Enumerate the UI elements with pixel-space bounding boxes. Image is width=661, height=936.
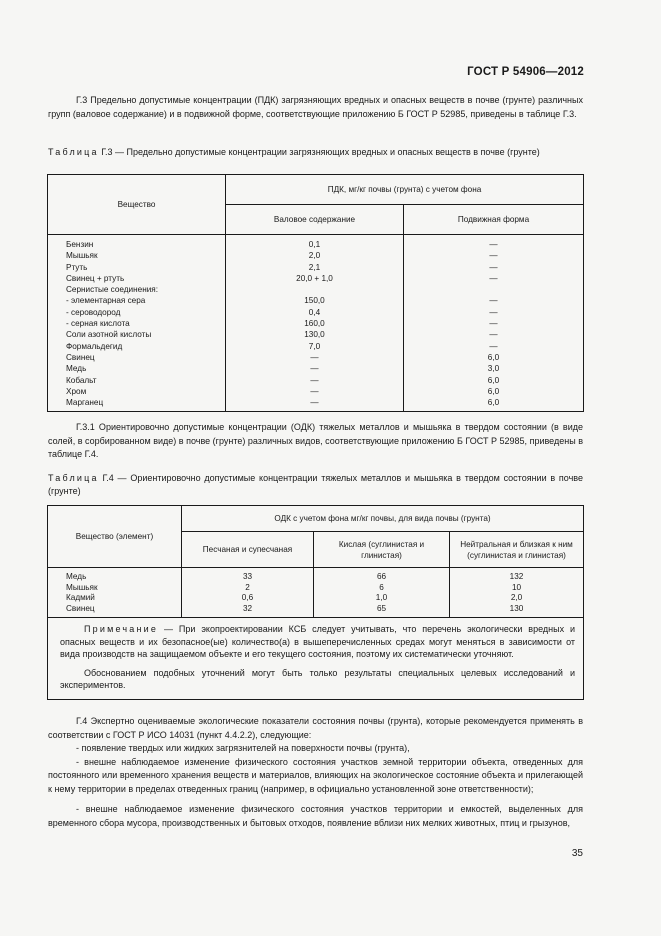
table-cell: — (226, 352, 404, 363)
table-g3-row (48, 262, 584, 273)
table-cell: 6,0 (404, 397, 584, 412)
table-cell: 132 (450, 568, 584, 583)
table-cell: — (404, 329, 584, 340)
table-g4-caption-word: Таблица (48, 473, 99, 483)
table-cell: — (404, 250, 584, 261)
table-g4-row (48, 593, 584, 604)
table-g3-header-mobile: Подвижная форма (404, 205, 584, 235)
table-g3-header-gross: Валовое содержание (226, 205, 404, 235)
paragraph-g3-intro: Г.3 Предельно допустимые концентрации (ПДК) загрязняющих вредных и опасных веществ в почве (грунте) различных групп (валовое содержание) и в подвижной форме, соответствующие приложению Б ГОСТ Р 52985, приведены в таблице Г.3. (48, 95, 583, 119)
table-cell: Свинец (48, 352, 226, 363)
table-cell: 20,0 + 1,0 (226, 273, 404, 284)
table-g4-note (48, 618, 584, 700)
table-cell: Бензин (48, 235, 226, 251)
table-g3-row (48, 273, 584, 284)
table-cell: 2 (182, 583, 314, 594)
table-g4-header-sandy: Песчаная и супесчаная (182, 532, 314, 568)
table-g3-row (48, 295, 584, 306)
table-cell: — (404, 318, 584, 329)
table-cell: 3,0 (404, 363, 584, 374)
table-g3-row (48, 386, 584, 397)
table-g4-header-substance: Вещество (элемент) (48, 506, 182, 568)
table-cell: Формальдегид (48, 341, 226, 352)
table-cell: Свинец + ртуть (48, 273, 226, 284)
table-cell: Свинец (48, 604, 182, 618)
table-g4-header-neutral: Нейтральная и близкая к ним (суглинистая и глинистая) (450, 532, 584, 568)
table-cell: Хром (48, 386, 226, 397)
table-cell: Мышьяк (48, 583, 182, 594)
table-cell: - серная кислота (48, 318, 226, 329)
table-cell: - сероводород (48, 307, 226, 318)
table-cell: 0,1 (226, 235, 404, 251)
list-item-2: - внешне наблюдаемое изменение физического состояния участков земной территории объекта, отведенных для постоянного или временного хранения веществ и материалов, влияющих на экологическое состояние объекта и прилегающей к нему территории в пределах отведенных границ (например, в официально установленной зоне ответственности); (48, 756, 583, 794)
list-item-3: - внешне наблюдаемое изменение физического состояния участков территории и емкостей, выделенных для временного сбора мусора, производственных и бытовых отходов, появление вблизи них мелких животных, птиц и грызунов, (48, 804, 583, 828)
table-g4-caption (48, 472, 583, 498)
table-cell: Марганец (48, 397, 226, 412)
table-cell: — (404, 341, 584, 352)
table-g4-header-odk: ОДК с учетом фона мг/кг почвы, для вида почвы (грунта) (182, 506, 584, 532)
table-g3 (47, 174, 584, 412)
table-g3-body (48, 235, 584, 412)
document-standard-id: ГОСТ Р 54906—2012 (467, 66, 584, 78)
table-cell: 33 (182, 568, 314, 583)
table-g4-row (48, 568, 584, 583)
table-cell: 6,0 (404, 375, 584, 386)
table-g4-note-paragraph (60, 623, 575, 661)
table-cell: 130 (450, 604, 584, 618)
table-cell: Ртуть (48, 262, 226, 273)
table-cell: — (226, 386, 404, 397)
table-g3-row (48, 397, 584, 412)
table-cell: Соли азотной кислоты (48, 329, 226, 340)
table-g4-note-word: Примечание (84, 624, 159, 634)
table-g4-note-second: Обоснованием подобных уточнений могут быть только результаты специальных целевых исследований и экспериментов. (60, 667, 576, 690)
table-cell: — (404, 262, 584, 273)
table-cell: Кадмий (48, 593, 182, 604)
table-g3-row (48, 318, 584, 329)
table-g3-caption-text: Г.3 — Предельно допустимые концентрации загрязняющих вредных и опасных веществ в почве (грунте) (98, 147, 540, 157)
table-g4-body (48, 568, 584, 618)
table-cell: 6 (314, 583, 450, 594)
table-cell: 65 (314, 604, 450, 618)
table-cell: Кобальт (48, 375, 226, 386)
table-cell: Мышьяк (48, 250, 226, 261)
table-cell: 130,0 (226, 329, 404, 340)
table-cell: 150,0 (226, 295, 404, 306)
table-cell: 10 (450, 583, 584, 594)
table-g3-row (48, 329, 584, 340)
table-g3-caption (48, 146, 583, 159)
table-cell: — (226, 397, 404, 412)
table-cell: 0,4 (226, 307, 404, 318)
table-g4 (47, 505, 584, 700)
page-number: 35 (571, 848, 583, 859)
table-cell: 2,0 (226, 250, 404, 261)
table-g3-caption-word: Таблица (48, 147, 99, 157)
table-g4-caption-text: Г.4 — Ориентировочно допустимые концентрации тяжелых металлов и мышьяка в твердом состоянии в почве (грунте) (48, 473, 583, 496)
table-cell: 160,0 (226, 318, 404, 329)
table-cell (404, 284, 584, 295)
table-cell: 1,0 (314, 593, 450, 604)
table-cell: Медь (48, 568, 182, 583)
table-g4-note-text: — При экопроектировании КСБ следует учитывать, что перечень экологически вредных и опасных веществ и их безопасное(ые) количество(а) в вышеперечисленных средах могут меняться в зависимости от вида производств на защищаемом объекте и его текущего состояния, поэтому их систематически уточняют. (60, 624, 576, 659)
table-g4-row (48, 583, 584, 594)
table-g3-row (48, 341, 584, 352)
table-cell: — (404, 273, 584, 284)
list-item-1: - появление твердых или жидких загрязнителей на поверхности почвы (грунта), (76, 743, 410, 753)
table-g3-row (48, 363, 584, 374)
table-cell: 2,0 (450, 593, 584, 604)
table-cell (226, 284, 404, 295)
table-cell: — (404, 235, 584, 251)
table-cell: 32 (182, 604, 314, 618)
table-g4-row (48, 604, 584, 618)
table-g3-row (48, 235, 584, 251)
table-cell: — (226, 375, 404, 386)
table-cell: 7,0 (226, 341, 404, 352)
table-g4-header-acidic: Кислая (суглинистая и глинистая) (314, 532, 450, 568)
paragraph-g4-intro: Г.4 Экспертно оцениваемые экологические показатели состояния почвы (грунта), которые рекомендуется применять в соответствии с ГОСТ Р ИСО 14031 (пункт 4.4.2.2), следующие: (48, 716, 583, 740)
table-cell: — (404, 307, 584, 318)
table-cell: 6,0 (404, 386, 584, 397)
table-cell: 0,6 (182, 593, 314, 604)
table-g3-row (48, 352, 584, 363)
table-g3-row (48, 250, 584, 261)
table-g3-header-pdk: ПДК, мг/кг почвы (грунта) с учетом фона (226, 175, 584, 205)
table-cell: 2,1 (226, 262, 404, 273)
table-cell: 66 (314, 568, 450, 583)
table-g3-row (48, 375, 584, 386)
table-cell: — (404, 295, 584, 306)
table-cell: Сернистые соединения: (48, 284, 226, 295)
table-cell: Медь (48, 363, 226, 374)
table-cell: — (226, 363, 404, 374)
paragraph-g31-intro: Г.3.1 Ориентировочно допустимые концентрации (ОДК) тяжелых металлов и мышьяка в твердом состоянии (в виде солей, в сорбированном виде) в почве (грунте) различных видов, соответствующие приложению Б ГОСТ Р 52985, приведены в таблице Г.4. (48, 422, 583, 459)
table-g3-row (48, 307, 584, 318)
table-g3-row (48, 284, 584, 295)
table-cell: - элементарная сера (48, 295, 226, 306)
table-g3-header-substance: Вещество (48, 175, 226, 235)
table-cell: 6,0 (404, 352, 584, 363)
